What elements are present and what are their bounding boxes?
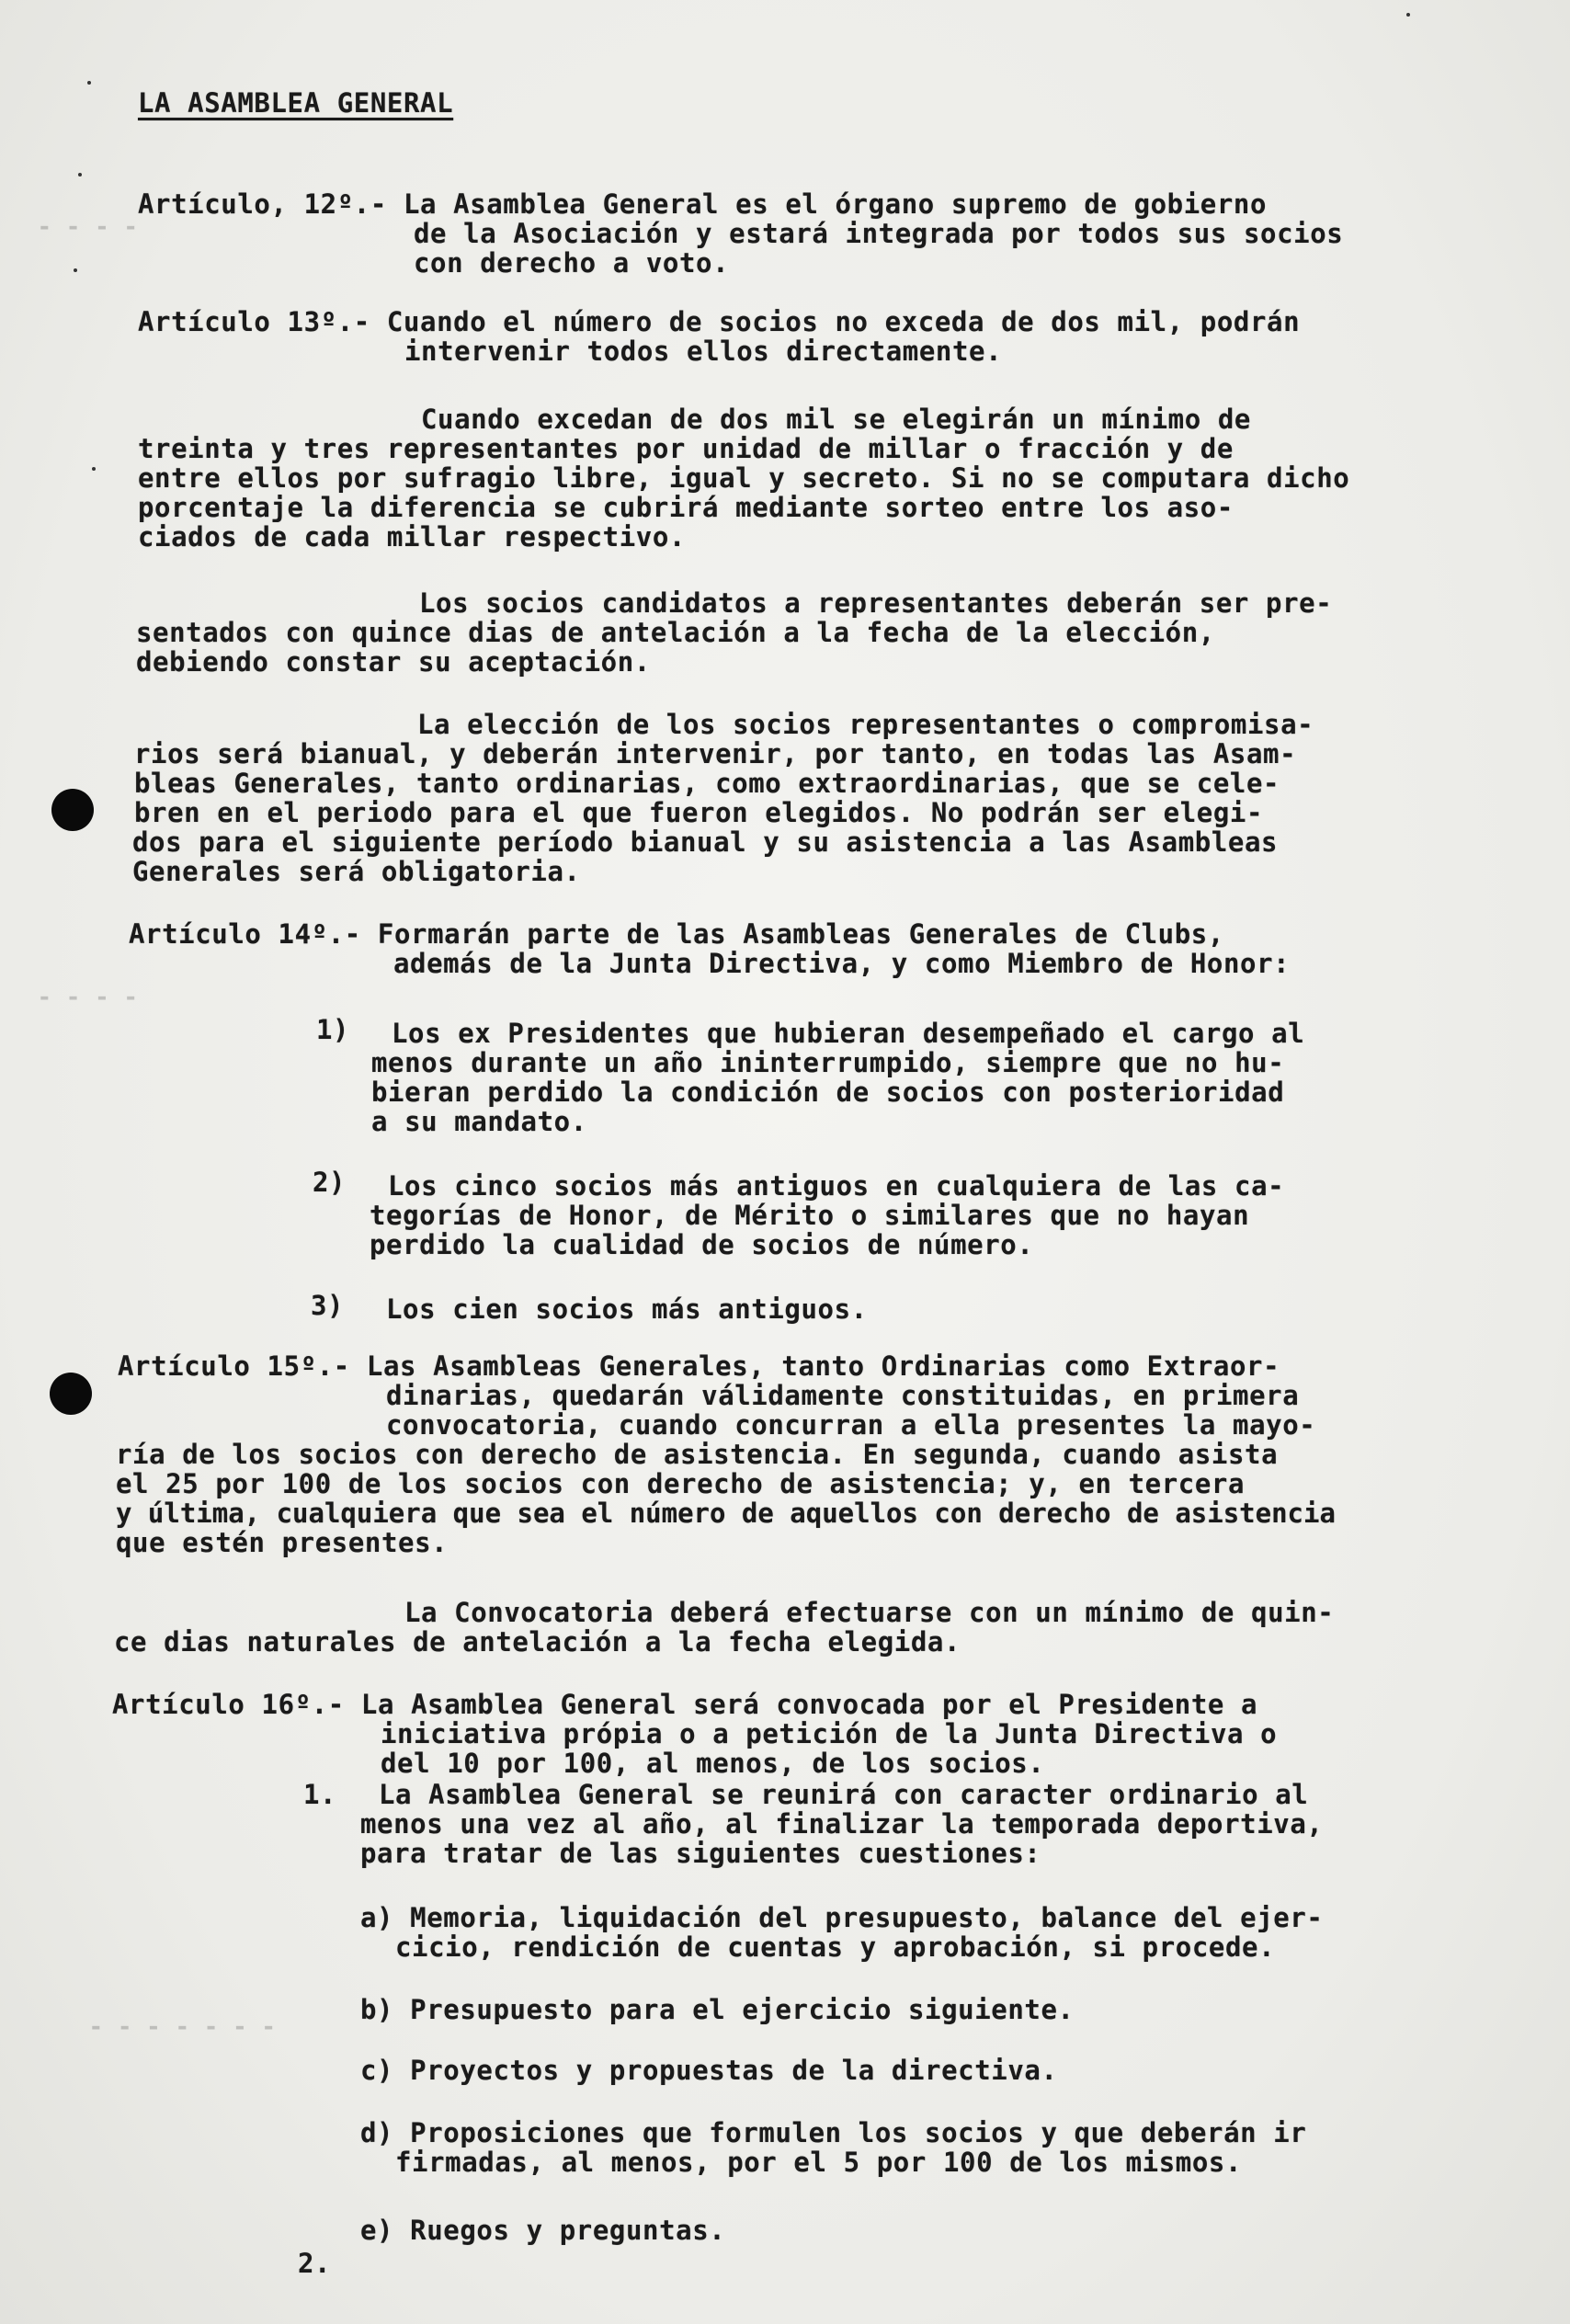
- text-line: el 25 por 100 de los socios con derecho de asistencia; y, en tercera: [116, 1468, 1246, 1499]
- text-line: y última, cualquiera que sea el número de aquellos con derecho de asistencia: [116, 1498, 1336, 1529]
- text-line: que estén presentes.: [116, 1527, 449, 1558]
- text-line: e) Ruegos y preguntas.: [360, 2215, 726, 2246]
- text-line: ce dias naturales de antelación a la fecha elegida.: [114, 1626, 961, 1658]
- speck: [1406, 13, 1410, 17]
- speck: [74, 268, 77, 272]
- text-line: ría de los socios con derecho de asistencia. En segunda, cuando asista: [116, 1439, 1279, 1470]
- text-line: menos durante un año ininterrumpido, siempre que no hu-: [371, 1047, 1285, 1078]
- text-line: c) Proyectos y propuestas de la directiva.: [360, 2055, 1058, 2086]
- text-line: Los cinco socios más antiguos en cualquiera de las ca-: [388, 1170, 1285, 1202]
- text-line: Cuando excedan de dos mil se elegirán un mínimo de: [421, 404, 1251, 435]
- page-title: LA ASAMBLEA GENERAL: [138, 87, 454, 119]
- text-line: debiendo constar su aceptación.: [136, 646, 651, 678]
- text-line: bieran perdido la condición de socios con posterioridad: [371, 1077, 1285, 1108]
- text-line: Los socios candidatos a representantes deberán ser pre-: [419, 587, 1333, 619]
- text-line: Artículo, 12º.- La Asamblea General es el órgano supremo de gobierno: [138, 188, 1268, 220]
- text-line: con derecho a voto.: [414, 247, 730, 279]
- punch-hole: [50, 1373, 92, 1415]
- show-through-mark: - - - - - - -: [88, 2013, 276, 2041]
- text-line: entre ellos por sufragio libre, igual y secreto. Si no se computara dicho: [138, 462, 1350, 494]
- list-marker: 3): [311, 1290, 345, 1321]
- punch-hole: [51, 789, 94, 831]
- text-line: Los ex Presidentes que hubieran desempeñado el cargo al: [392, 1018, 1305, 1049]
- text-line: Artículo 16º.- La Asamblea General será convocada por el Presidente a: [112, 1689, 1258, 1720]
- text-line: dos para el siguiente período bianual y su asistencia a las Asambleas: [132, 826, 1279, 858]
- text-line: d) Proposiciones que formulen los socios y que deberán ir: [360, 2117, 1307, 2148]
- text-line: Los cien socios más antiguos.: [386, 1293, 868, 1325]
- text-line: de la Asociación y estará integrada por todos sus socios: [414, 218, 1344, 249]
- text-line: rios será bianual, y deberán intervenir, por tanto, en todas las Asam-: [134, 738, 1297, 769]
- text-line: La Convocatoria deberá efectuarse con un mínimo de quin-: [404, 1597, 1335, 1628]
- show-through-mark: - - - -: [37, 213, 138, 241]
- text-line: firmadas, al menos, por el 5 por 100 de los mismos.: [395, 2147, 1243, 2178]
- text-line: sentados con quince dias de antelación a la fecha de la elección,: [136, 617, 1215, 648]
- text-line: La elección de los socios representantes o compromisa-: [417, 709, 1314, 740]
- text-line: tegorías de Honor, de Mérito o similares que no hayan: [370, 1200, 1250, 1231]
- text-line: b) Presupuesto para el ejercicio siguiente.: [360, 1994, 1075, 2025]
- text-line: Artículo 14º.- Formarán parte de las Asambleas Generales de Clubs,: [129, 918, 1224, 950]
- text-line: cicio, rendición de cuentas y aprobación, si procede.: [395, 1931, 1276, 1963]
- text-line: para tratar de las siguientes cuestiones:: [360, 1838, 1041, 1869]
- list-marker: 1.: [303, 1779, 337, 1810]
- text-line: dinarias, quedarán válidamente constituidas, en primera: [386, 1380, 1300, 1411]
- speck: [92, 467, 96, 471]
- text-line: del 10 por 100, al menos, de los socios.: [381, 1748, 1045, 1779]
- text-line: además de la Junta Directiva, y como Miembro de Honor:: [393, 948, 1291, 979]
- text-line: perdido la cualidad de socios de número.: [370, 1229, 1034, 1260]
- text-line: Artículo 15º.- Las Asambleas Generales, tanto Ordinarias como Extraor-: [118, 1350, 1280, 1382]
- list-marker: 2.: [298, 2248, 332, 2279]
- text-line: iniciativa própia o a petición de la Junta Directiva o: [381, 1718, 1278, 1749]
- text-line: a su mandato.: [371, 1106, 587, 1137]
- text-line: Generales será obligatoria.: [132, 856, 581, 887]
- text-line: convocatoria, cuando concurran a ella presentes la mayo-: [386, 1409, 1316, 1441]
- text-line: porcentaje la diferencia se cubrirá mediante sorteo entre los aso-: [138, 492, 1234, 523]
- text-line: bleas Generales, tanto ordinarias, como extraordinarias, que se cele-: [134, 768, 1280, 799]
- text-line: a) Memoria, liquidación del presupuesto, balance del ejer-: [360, 1902, 1324, 1933]
- list-marker: 1): [316, 1014, 350, 1045]
- text-line: intervenir todos ellos directamente.: [404, 336, 1003, 367]
- text-line: ciados de cada millar respectivo.: [138, 521, 686, 553]
- text-line: menos una vez al año, al finalizar la temporada deportiva,: [360, 1808, 1324, 1840]
- text-line: La Asamblea General se reunirá con caracter ordinario al: [379, 1779, 1309, 1810]
- text-line: bren en el periodo para el que fueron elegidos. No podrán ser elegi-: [134, 797, 1264, 828]
- speck: [87, 81, 91, 85]
- list-marker: 2): [313, 1167, 347, 1198]
- text-line: treinta y tres representantes por unidad de millar o fracción y de: [138, 433, 1234, 464]
- text-line: Artículo 13º.- Cuando el número de socios no exceda de dos mil, podrán: [138, 306, 1301, 337]
- show-through-mark: - - - -: [37, 984, 138, 1011]
- speck: [78, 173, 82, 177]
